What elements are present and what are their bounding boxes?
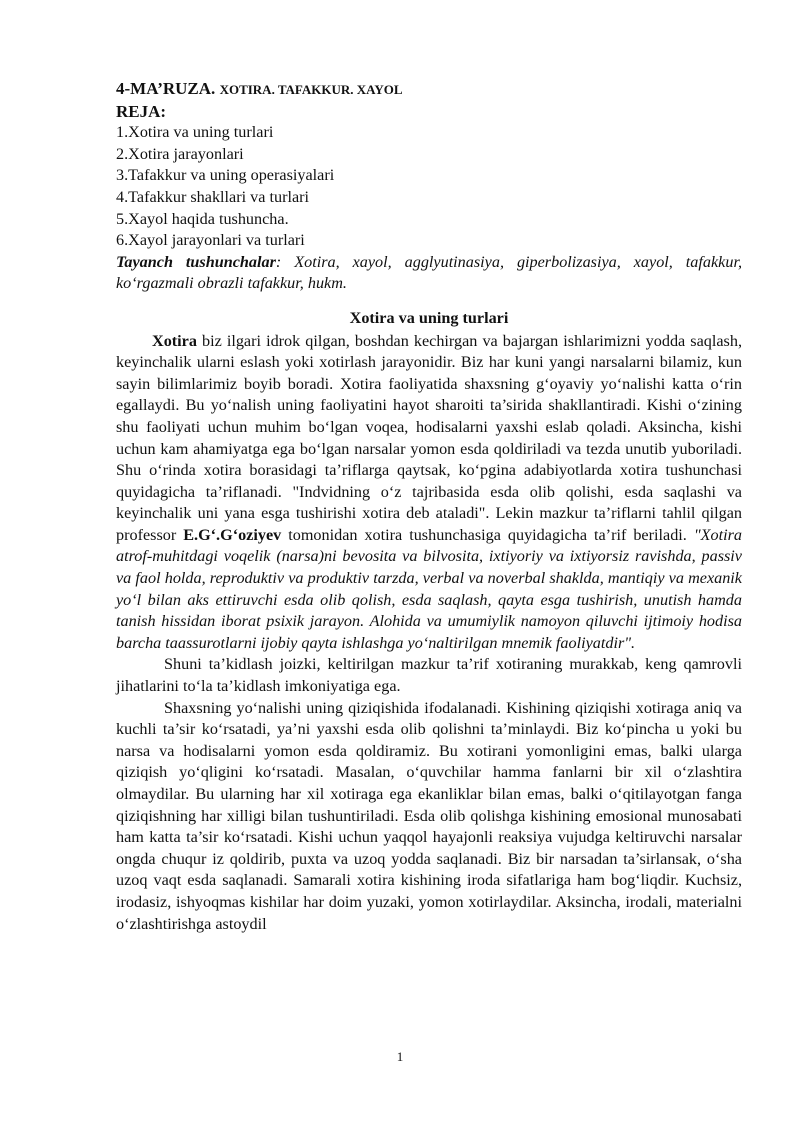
author-name: E.G‘.G‘oziyev [183, 525, 282, 544]
plan-item: 3.Tafakkur va uning operasiyalari [116, 166, 335, 185]
key-terms-text: Xotira, xayol, agglyutinasiya, giperbolizasiya, xayol, tafakkur, ko‘rgazmali obrazli tafakkur, hukm. [116, 252, 742, 293]
lecture-topic: XOTIRA. TAFAKKUR. XAYOL [219, 82, 403, 97]
lecture-number: 4-MA’RUZA. [116, 79, 216, 98]
key-terms [116, 252, 742, 295]
paragraph-text: biz ilgari idrok qilgan, boshdan kechirgan va bajargan ishlarimizni yodda saqlash, keyinchalik ularni eslash yoki xotirlash jarayonidir. Biz har kuni yangi narsalarni bilamiz, kun sayin bilimlarimiz boyib boradi. Xotira faoliyatida shaxsning g‘oyaviy yo‘nalishi katta o‘rin egallaydi. Bu yo‘nalish uning faoliyatini hayot sharoiti ta’sirida shakllantiradi. Kishi o‘zining shu faoliyati uchun muhim bo‘lgan voqea, hodisalarni yaxshi eslab qoladi. Aksincha, kishi uchun kam ahamiyatga ega bo‘lgan narsalar yomon esda qoldiriladi va tezda unutib yuboriladi. Shu o‘rinda xotira borasidagi ta’riflarga qaytsak, ko‘pgina adabiyotlarda xotira tushunchasi quyidagicha ta’riflanadi. "Indvidning o‘z tajribasida esda olib qolishi, esda saqlashi va keyinchalik uni yana esga tushirishi xotira deb ataladi". Lekin mazkur ta’riflarni tahlil qilgan professor [116, 331, 742, 544]
paragraph-text: tomonidan xotira tushunchasiga quyidagicha ta’rif beriladi. [281, 525, 694, 544]
plan-item: 6.Xayol jarayonlari va turlari [116, 231, 305, 250]
plan-item: 4.Tafakkur shakllari va turlari [116, 187, 310, 206]
paragraph-memory-definition [116, 331, 742, 655]
definition-quote: "Xotira atrof-muhitdagi voqelik (narsa)ni bevosita va bilvosita, ixtiyoriy va ixtiyorsiz ravishda, passiv va faol holda, reproduktiv va produktiv tarzda, verbal va noverbal shaklda, mantiqiy va mexanik yo‘l bilan aks ettiruvchi esda olib qolish, esda saqlash, qayta esga tushirish, unutish hamda tanish hissidan iborat psixik jarayon. Alohida va umumiylik namoyon qiluvchi ijtimoiy hodisa barcha taassurotlarni ijobiy qayta ishlashga yo‘naltirilgan mnemik faoliyatdir". [116, 525, 742, 652]
lecture-title [116, 78, 742, 101]
plan-item: 5.Xayol haqida tushuncha. [116, 209, 289, 228]
key-terms-colon: : [275, 252, 282, 271]
paragraph-interest: Shaxsning yo‘nalishi uning qiziqishida ifodalanadi. Kishining qiziqishi xotiraga aniq va kuchli ta’sir ko‘rsatadi, ya’ni yaxshi esda olib qolishni ta’minlaydi. Biz ko‘pincha u yoki bu narsa va hodisalarni yomon esda qoldiramiz. Bu xotirani yomonligini emas, balki ularga qiziqish yo‘qligini ko‘rsatadi. Masalan, o‘quvchilar hamma fanlarni bir xil o‘zlashtira olmaydilar. Bu ularning har xil xotiraga ega ekanliklar bilan emas, balki o‘qitilayotgan fanga qiziqishning har xilligi bilan tushuntiriladi. Esda olib qolishga kishining emosional munosabati ham katta ta’sir ko‘rsatadi. Kishi uchun yaqqol hayajonli reaksiya vujudga keltiruvchi narsalar ongda chuqur iz qoldirib, puxta va uzoq yodda saqlanadi. Biz bir narsadan ta’sirlansak, o‘sha uzoq vaqt esda saqlanadi. Samarali xotira kishining iroda sifatlariga ham bog‘liqdir. Kuchsiz, irodasiz, ishyoqmas kishilar har doim yuzaki, yomon xotirlaydilar. Aksincha, irodali, materialni o‘zlashtirishga astoydil [116, 698, 742, 933]
section-title: Xotira va uning turlari [349, 308, 509, 327]
page-number: 1 [396, 1049, 404, 1064]
document-page [116, 78, 742, 935]
plan-item: 2.Xotira jarayonlari [116, 144, 244, 163]
paragraph-note: Shuni ta’kidlash joizki, keltirilgan mazkur ta’rif xotiraning murakkab, keng qamrovli jihatlarini to‘la ta’kidlash imkoniyatiga ega. [116, 655, 742, 696]
plan-label: REJA: [116, 101, 167, 121]
plan-item: 1.Xotira va uning turlari [116, 123, 274, 142]
term-xotira: Xotira [152, 331, 197, 350]
key-terms-label: Tayanch tushunchalar [116, 252, 276, 271]
